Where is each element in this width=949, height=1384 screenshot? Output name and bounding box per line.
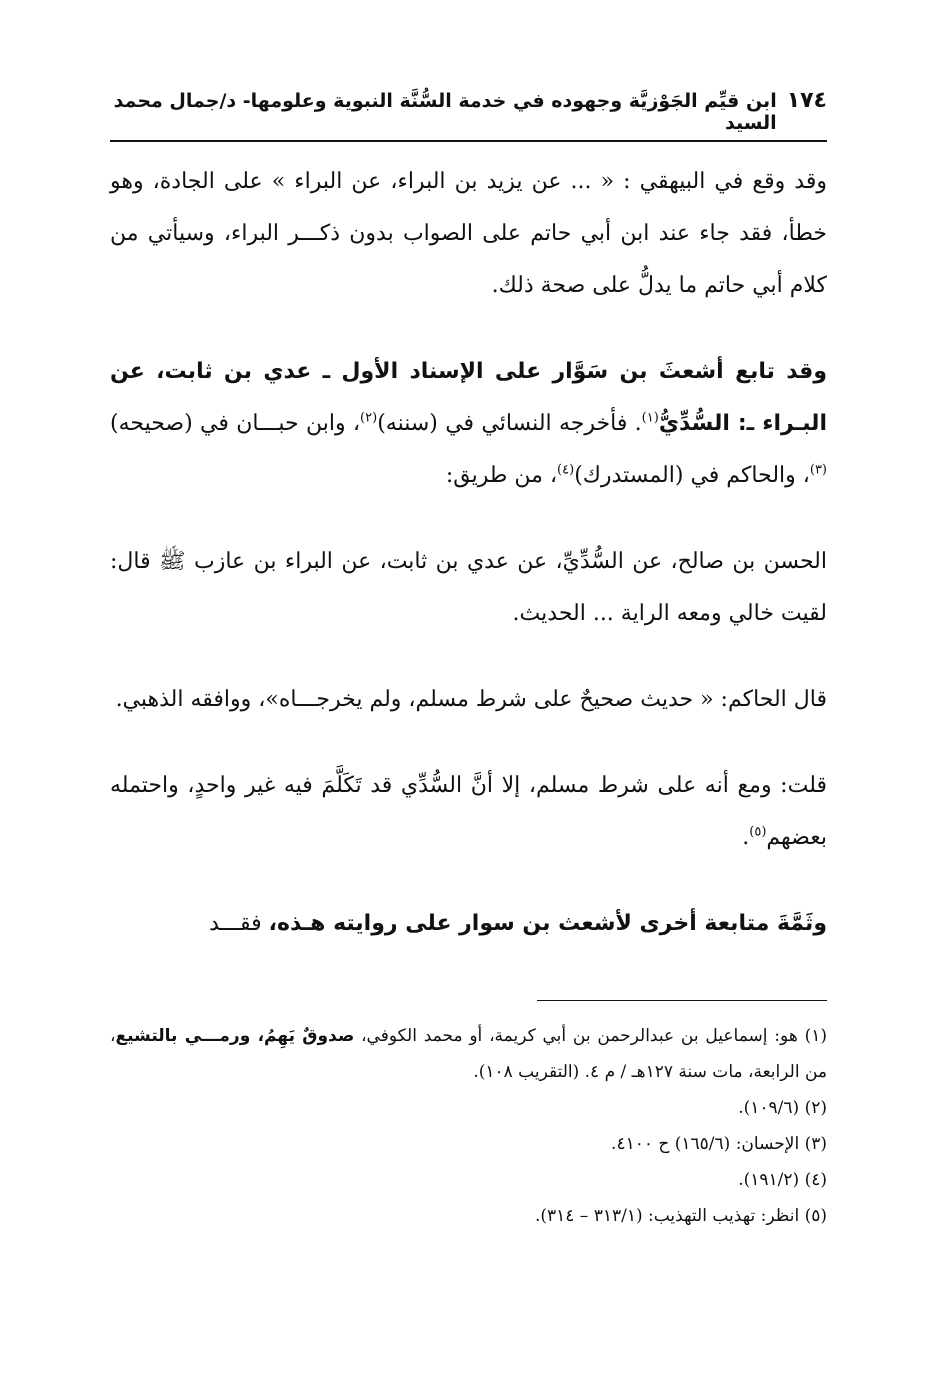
paragraph-5	[110, 760, 827, 864]
footnote-ref-3[interactable]: (٣)	[809, 462, 827, 478]
paragraph-4: قال الحاكم: « حديث صحيحٌ على شرط مسلم، ولم يخرجـــاه»، ووافقه الذهبي.	[115, 687, 827, 712]
footnote-1	[110, 1018, 827, 1090]
paragraph-6-heading: وثَمَّةَ متابعة أخرى لأشعث بن سوار على روايته هـذه،	[268, 911, 827, 936]
paragraph-6	[110, 898, 827, 950]
footnote-1-bold: صدوقٌ يَهِمُ، ورمـــي بالتشيع	[115, 1026, 355, 1046]
footnotes	[110, 1018, 827, 1234]
paragraph-2-text-4: ، من طريق:	[445, 463, 558, 488]
footnote-1-text-c: ، من الرابعة، مات سنة ١٢٧هـ / م ٤. (التقريب ١٠٨).	[110, 1026, 827, 1082]
paragraph-2-heading: وقد تابع أشعثَ بن سَوَّار على الإسناد الأول ـ عدي بن ثابت، عن البـراء ـ: السُّدِّيُّ	[110, 359, 827, 436]
footnote-2: (٢) (١٠٩/٦).	[738, 1098, 827, 1118]
footnote-ref-2[interactable]: (٢)	[360, 410, 378, 426]
paragraph-2	[110, 346, 827, 502]
paragraph-1: وقد وقع في البيهقي : « ... عن يزيد بن البراء، عن البراء » على الجادة، وهو خطأ، فقد جاء عند ابن أبي حاتم على الصواب بدون ذكـــر البراء، وسيأتي من كلام أبي حاتم ما يدلُّ على صحة ذلك.	[110, 169, 827, 298]
footnote-1-text-a: (١) هو: إسماعيل بن عبدالرحمن بن أبي كريمة، أو محمد الكوفي،	[354, 1026, 827, 1046]
footnote-ref-1[interactable]: (١)	[641, 410, 659, 426]
main-text	[110, 156, 827, 950]
page-number: ١٧٤	[786, 88, 827, 113]
paragraph-2-text-3: ، والحاكم في (المستدرك)	[574, 463, 810, 488]
paragraph-5-text: قلت: ومع أنه على شرط مسلم، إلا أنَّ السُّدِّي قد تَكَلَّمَ فيه غير واحدٍ، واحتمله بعضهم	[110, 773, 827, 850]
footnote-ref-5[interactable]: (٥)	[749, 824, 767, 840]
paragraph-3: الحسن بن صالح، عن السُّدِّيِّ، عن عدي بن ثابت، عن البراء بن عازب ﷺ قال: لقيت خالي ومعه الراية ... الحديث.	[110, 549, 827, 626]
footnote-ref-4[interactable]: (٤)	[557, 462, 575, 478]
footnote-3: (٣) الإحسان: (١٦٥/٦) ح ٤١٠٠.	[611, 1134, 827, 1154]
footnote-separator	[537, 1000, 827, 1001]
paragraph-2-text-1: . فأخرجه النسائي في (سننه)	[377, 411, 642, 436]
paragraph-2-text-2: ، وابن حبـــان في (صحيحه)	[110, 411, 361, 436]
footnote-4: (٤) (١٩١/٢).	[738, 1170, 827, 1190]
running-header	[110, 88, 827, 142]
paragraph-6-text: فقـــد	[209, 911, 269, 936]
footnote-5: (٥) انظر: تهذيب التهذيب: (٣١٣/١ – ٣١٤).	[534, 1206, 827, 1226]
running-title: ابن قيِّم الجَوْزيَّة وجهوده في خدمة السُّنَّة النبوية وعلومها- د/جمال محمد السيد	[113, 90, 777, 134]
paragraph-5-end: .	[742, 825, 750, 850]
